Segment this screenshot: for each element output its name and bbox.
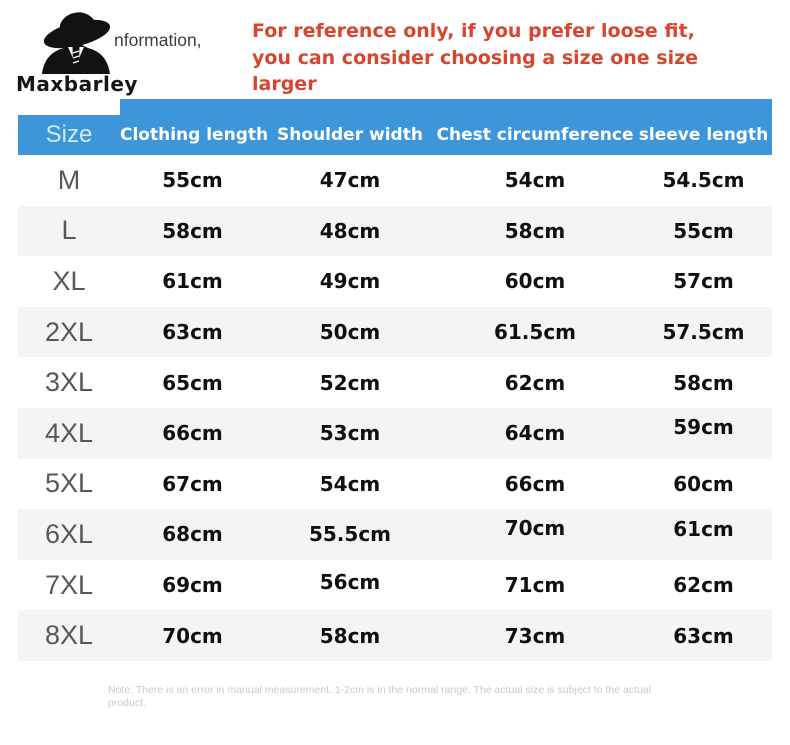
measurement-cell: 58cm (319, 623, 381, 648)
size-cell: 7XL (44, 569, 94, 600)
size-table (18, 99, 772, 661)
size-table-header (18, 99, 772, 155)
size-cell: M (57, 164, 81, 195)
measurement-cell: 63cm (673, 623, 734, 648)
measurement-cell: 62cm (504, 370, 566, 395)
size-cell: 5XL (44, 468, 94, 499)
measurement-cell: 66cm (162, 421, 223, 446)
measurement-cell: 58cm (673, 370, 734, 395)
size-cell: 8XL (44, 620, 94, 651)
measurement-note: Note: There is an error in manual measurement. 1-2cm is in the normal range. The actual size is subject to the actual product. (108, 684, 651, 709)
column-header-clothing-length: Clothing length (120, 125, 269, 145)
table-row (18, 307, 772, 358)
measurement-cell: 68cm (162, 522, 223, 547)
fit-notice (252, 18, 762, 98)
table-row (18, 206, 772, 257)
measurement-cell: 55cm (162, 168, 223, 193)
measurement-cell: 62cm (673, 573, 734, 598)
measurement-cell: 48cm (319, 218, 381, 243)
measurement-cell: 47cm (319, 168, 381, 193)
size-cell: 3XL (44, 367, 94, 398)
measurement-cell: 60cm (504, 269, 566, 294)
measurement-cell: 59cm (673, 415, 734, 440)
table-row (18, 408, 772, 459)
size-cell: 4XL (44, 417, 94, 448)
fit-notice-line2: you can consider choosing a size one size larger (252, 46, 699, 95)
measurement-cell: 49cm (319, 269, 381, 294)
size-cell: 2XL (44, 316, 94, 347)
measurement-cell: 58cm (162, 218, 223, 243)
measurement-cell: 61.5cm (493, 320, 577, 345)
measurement-cell: 58cm (504, 218, 566, 243)
table-row (18, 459, 772, 510)
measurement-cell: 67cm (162, 471, 223, 496)
measurement-cell: 54cm (504, 168, 566, 193)
measurement-cell: 60cm (673, 471, 734, 496)
size-cell: L (61, 215, 77, 246)
measurement-cell: 70cm (504, 516, 566, 541)
column-header-size: Size (45, 121, 93, 148)
size-table-body (18, 155, 772, 661)
measurement-cell: 65cm (162, 370, 223, 395)
measurement-cell: 57.5cm (662, 320, 745, 345)
measurement-cell: 70cm (162, 623, 223, 648)
measurement-cell: 55.5cm (308, 522, 392, 547)
measurement-cell: 57cm (673, 269, 734, 294)
measurement-cell: 52cm (319, 370, 381, 395)
measurement-cell: 54cm (319, 471, 381, 496)
measurement-cell: 66cm (504, 471, 566, 496)
table-row (18, 560, 772, 611)
measurement-cell: 61cm (162, 269, 223, 294)
measurement-cell: 50cm (319, 320, 381, 345)
measurement-cell: 69cm (162, 573, 223, 598)
table-row (18, 610, 772, 661)
brand-name: Maxbarley (16, 72, 138, 96)
measurement-cell: 56cm (319, 570, 381, 595)
column-header-chest-circumference: Chest circumference (436, 125, 634, 145)
size-cell: XL (52, 265, 86, 296)
column-header-sleeve-length: sleeve length (638, 125, 769, 145)
measurement-cell: 61cm (673, 517, 734, 542)
table-row (18, 509, 772, 560)
fit-notice-line1: For reference only, if you prefer loose fit, (252, 20, 695, 42)
column-header-shoulder-width: Shoulder width (277, 125, 423, 145)
measurement-cell: 73cm (504, 623, 566, 648)
size-information-partial-label: nformation, (114, 30, 202, 50)
measurement-cell: 63cm (162, 320, 223, 345)
measurement-cell: 54.5cm (662, 168, 745, 193)
measurement-cell: 64cm (504, 421, 566, 446)
size-cell: 6XL (44, 518, 94, 549)
measurement-cell: 53cm (319, 421, 381, 446)
measurement-cell: 55cm (673, 218, 734, 243)
table-row (18, 357, 772, 408)
brand-logo (16, 8, 136, 96)
table-row (18, 155, 772, 206)
table-row (18, 256, 772, 307)
measurement-cell: 71cm (504, 573, 566, 598)
